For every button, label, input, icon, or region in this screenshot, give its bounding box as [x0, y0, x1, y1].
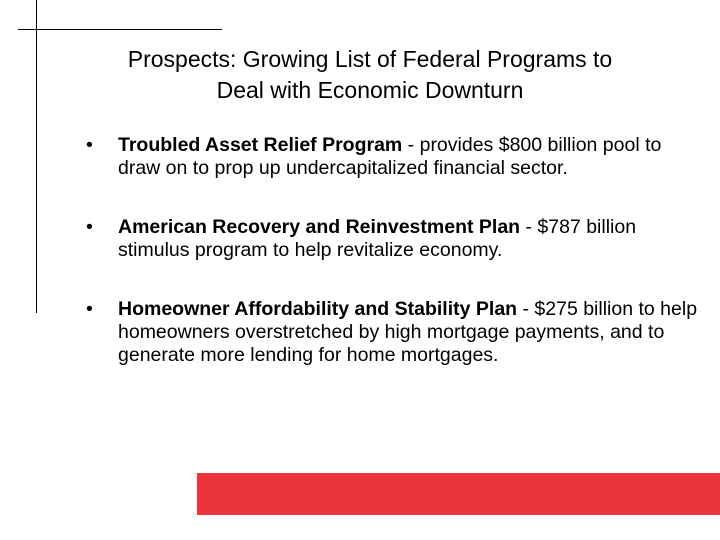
program-name: American Recovery and Reinvestment Plan — [118, 216, 521, 238]
title-line-2: Deal with Economic Downturn — [216, 77, 524, 103]
accent-bar — [197, 473, 720, 515]
bullet-icon: • — [86, 298, 93, 320]
program-description: - $275 billion to help homeowners overstretched by high mortgage payments, and to generate more lending for home mortgages. — [118, 298, 698, 366]
bullet-item-tarp — [86, 134, 706, 180]
bullet-list — [86, 134, 706, 403]
slide-title — [60, 44, 680, 106]
bullet-item-homeowner-plan — [86, 298, 706, 367]
program-name: Troubled Asset Relief Program — [118, 134, 403, 156]
program-description: - $787 billion stimulus program to help revitalize economy. — [118, 216, 637, 261]
vertical-rule — [36, 0, 37, 313]
bullet-item-recovery-plan — [86, 216, 706, 262]
horizontal-rule — [18, 29, 222, 30]
bullet-icon: • — [86, 134, 93, 156]
bullet-icon: • — [86, 216, 93, 238]
title-line-1: Prospects: Growing List of Federal Programs to — [127, 46, 613, 72]
program-name: Homeowner Affordability and Stability Plan — [118, 298, 518, 320]
program-description: - provides $800 billion pool to draw on to prop up undercapitalized financial sector. — [118, 134, 662, 179]
